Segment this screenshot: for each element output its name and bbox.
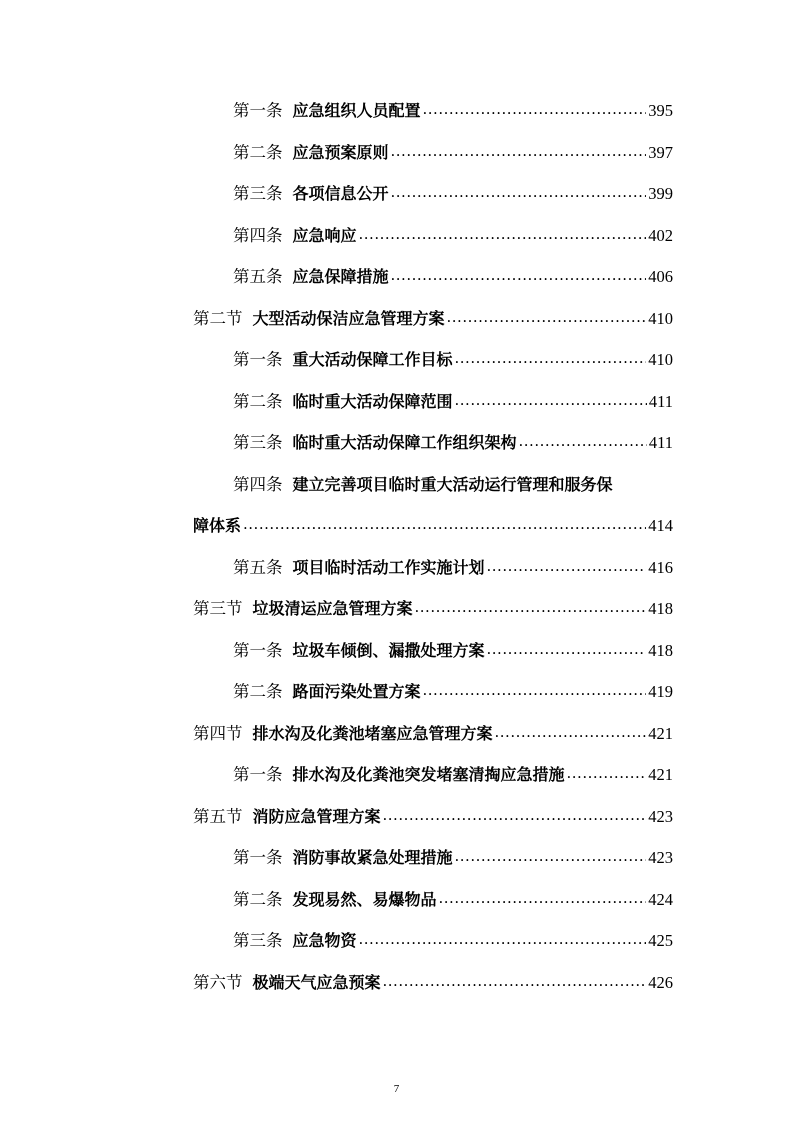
toc-entry-number: 第二条: [233, 143, 283, 162]
toc-entry-page: 410: [648, 350, 673, 369]
toc-entry-page: 418: [648, 599, 673, 618]
toc-entry-number: 第六节: [193, 973, 243, 992]
dot-leader: [391, 183, 647, 205]
toc-entry-page: 397: [648, 143, 673, 162]
toc-entry-number: 第三条: [233, 433, 283, 452]
dot-leader: [487, 640, 647, 662]
toc-entry-title: 建立完善项目临时重大活动运行管理和服务保: [292, 475, 613, 494]
toc-entry[interactable]: [233, 221, 673, 247]
toc-entry-number: 第五条: [233, 558, 283, 577]
toc-entry-number: 第四节: [193, 724, 243, 743]
dot-leader: [519, 432, 647, 454]
toc-entry-number: 第一条: [233, 765, 283, 784]
toc-entry-page: 406: [648, 267, 673, 286]
toc-entry[interactable]: [233, 553, 673, 579]
toc-entry-title-continuation: 障体系: [193, 516, 242, 535]
toc-entry[interactable]: [233, 96, 673, 122]
toc-entry-number: 第四条: [233, 475, 283, 494]
toc-entry[interactable]: [233, 636, 673, 662]
toc-section-entry[interactable]: [193, 304, 673, 330]
toc-entry-number: 第一条: [233, 101, 283, 120]
toc-entry-wrapped[interactable]: [233, 470, 673, 496]
toc-entry-title: 消防应急管理方案: [252, 807, 381, 826]
toc-entry-number: 第二节: [193, 309, 243, 328]
toc-entry-page: 411: [648, 433, 673, 452]
toc-entry-page: 414: [648, 516, 673, 535]
toc-entry-title: 应急响应: [292, 226, 357, 245]
page-number: 7: [393, 1083, 400, 1095]
toc-entry-title: 临时重大活动保障范围: [292, 392, 453, 411]
toc-entry-title: 大型活动保洁应急管理方案: [252, 309, 445, 328]
dot-leader: [423, 681, 647, 703]
toc-entry-page: 421: [648, 765, 673, 784]
dot-leader: [455, 847, 647, 869]
toc-entry-title: 垃圾车倾倒、漏撒处理方案: [292, 641, 485, 660]
toc-entry-title: 各项信息公开: [292, 184, 389, 203]
toc-entry[interactable]: [233, 926, 673, 952]
toc-entry-title: 路面污染处置方案: [292, 682, 421, 701]
dot-leader: [567, 764, 647, 786]
toc-entry-number: 第三条: [233, 931, 283, 950]
toc-entry-page: 416: [648, 558, 673, 577]
dot-leader: [243, 515, 646, 537]
toc-entry-title: 临时重大活动保障工作组织架构: [292, 433, 517, 452]
toc-entry-number: 第二条: [233, 890, 283, 909]
toc-entry-page: 425: [648, 931, 673, 950]
dot-leader: [415, 598, 647, 620]
toc-entry-title: 发现易然、易爆物品: [292, 890, 437, 909]
toc-entry-page: 411: [648, 392, 673, 411]
dot-leader: [359, 225, 647, 247]
toc-entry-number: 第五条: [233, 267, 283, 286]
toc-entry-page: 423: [648, 807, 673, 826]
toc-entry-number: 第一条: [233, 641, 283, 660]
dot-leader: [391, 142, 647, 164]
dot-leader: [455, 391, 647, 413]
toc-entry-title: 应急组织人员配置: [292, 101, 421, 120]
toc-entry[interactable]: [233, 387, 673, 413]
toc-entry[interactable]: [233, 843, 673, 869]
toc-entry-page: 418: [648, 641, 673, 660]
toc-entry-page: 402: [648, 226, 673, 245]
toc-entry-page: 421: [648, 724, 673, 743]
toc-entry[interactable]: [233, 677, 673, 703]
toc-entry-title: 项目临时活动工作实施计划: [292, 558, 485, 577]
toc-entry[interactable]: [233, 428, 673, 454]
toc-entry-number: 第二条: [233, 392, 283, 411]
toc-entry[interactable]: [233, 885, 673, 911]
toc-entry-number: 第四条: [233, 226, 283, 245]
dot-leader: [383, 972, 647, 994]
toc-entry-page: 399: [648, 184, 673, 203]
toc-section-entry[interactable]: [193, 802, 673, 828]
toc-entry-number: 第三条: [233, 184, 283, 203]
toc-section-entry[interactable]: [193, 594, 673, 620]
dot-leader: [359, 930, 647, 952]
toc-entry-number: 第二条: [233, 682, 283, 701]
toc-entry-page: 426: [648, 973, 673, 992]
toc-entry-page: 395: [648, 101, 673, 120]
dot-leader: [439, 889, 647, 911]
dot-leader: [391, 266, 647, 288]
toc-entry-page: 423: [648, 848, 673, 867]
toc-entry-page: 410: [648, 309, 673, 328]
toc-entry-number: 第一条: [233, 350, 283, 369]
dot-leader: [495, 723, 647, 745]
toc-entry-title: 应急物资: [292, 931, 357, 950]
toc-entry[interactable]: [233, 138, 673, 164]
dot-leader: [487, 557, 647, 579]
toc-section-entry[interactable]: [193, 719, 673, 745]
toc-entry[interactable]: [233, 262, 673, 288]
toc-entry-page: 424: [648, 890, 673, 909]
toc-entry[interactable]: [233, 345, 673, 371]
toc-entry-title: 垃圾清运应急管理方案: [252, 599, 413, 618]
toc-entry-number: 第一条: [233, 848, 283, 867]
toc-entry[interactable]: [233, 760, 673, 786]
toc-entry-page: 419: [648, 682, 673, 701]
dot-leader: [447, 308, 647, 330]
dot-leader: [383, 806, 647, 828]
toc-entry-number: 第三节: [193, 599, 243, 618]
dot-leader: [423, 100, 647, 122]
toc-section-entry[interactable]: [193, 968, 673, 994]
toc-entry-title: 极端天气应急预案: [252, 973, 381, 992]
toc-entry-continuation[interactable]: [193, 511, 673, 537]
toc-entry-title: 重大活动保障工作目标: [292, 350, 453, 369]
dot-leader: [455, 349, 647, 371]
toc-entry-title: 消防事故紧急处理措施: [292, 848, 453, 867]
toc-entry-title: 应急保障措施: [292, 267, 389, 286]
toc-entry-title: 应急预案原则: [292, 143, 389, 162]
toc-entry-title: 排水沟及化粪池堵塞应急管理方案: [252, 724, 493, 743]
toc-entry-title: 排水沟及化粪池突发堵塞清掏应急措施: [292, 765, 565, 784]
toc-entry[interactable]: [233, 179, 673, 205]
toc-entry-number: 第五节: [193, 807, 243, 826]
